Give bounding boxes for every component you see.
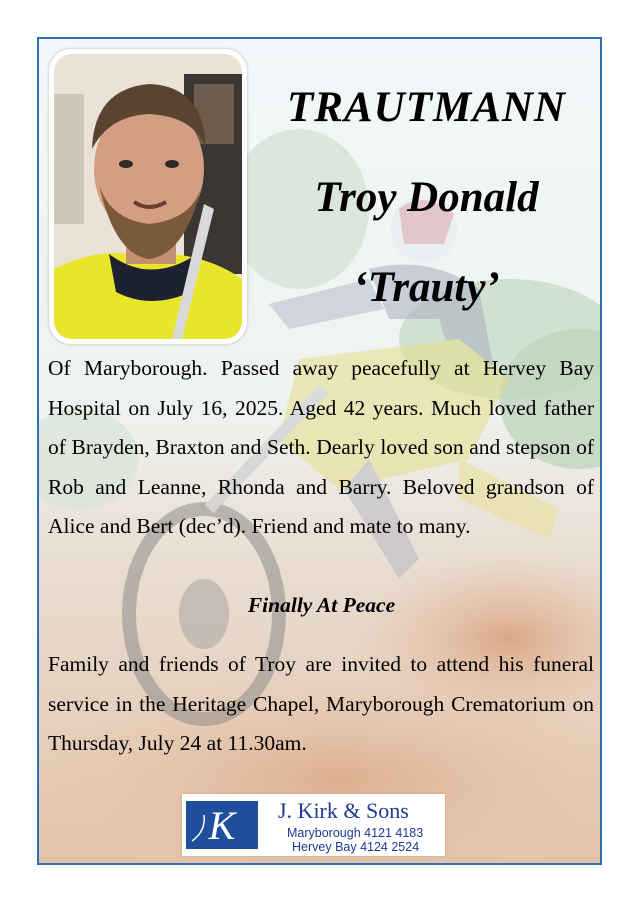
portrait-photo bbox=[54, 54, 242, 339]
verse-line: Finally At Peace bbox=[247, 593, 396, 617]
hervey-bay-phone: Hervey Bay 4124 2524 bbox=[292, 840, 420, 854]
funeral-director-logo bbox=[182, 794, 445, 856]
death-notice bbox=[37, 37, 602, 865]
nickname-heading: ‘Trauty’ bbox=[353, 264, 500, 311]
given-names-heading: Troy Donald bbox=[314, 174, 539, 221]
surname-heading: TRAUTMANN bbox=[287, 84, 566, 131]
funeral-details-paragraph: Family and friends of Troy are invited to attend his funeral service in the Heritage Chapel, Maryborough Crematorium on Thursday, July 24 at 11.30am. bbox=[48, 652, 594, 755]
funeral-director-name: J. Kirk & Sons bbox=[278, 798, 409, 823]
portrait-photo-frame bbox=[49, 49, 247, 344]
logo-letter: K bbox=[208, 803, 236, 848]
notice-body-paragraph: Of Maryborough. Passed away peacefully at Hervey Bay Hospital on July 16, 2025. Aged 42 years. Much loved father of Brayden, Braxton and Seth. Dearly loved son and stepson of Rob and Leanne, Rhonda and Barry. Beloved grandson of Alice and Bert (dec’d). Friend and mate to many. bbox=[48, 356, 594, 538]
kirk-logo-mark-icon bbox=[186, 801, 258, 849]
maryborough-phone: Maryborough 4121 4183 bbox=[287, 826, 424, 840]
